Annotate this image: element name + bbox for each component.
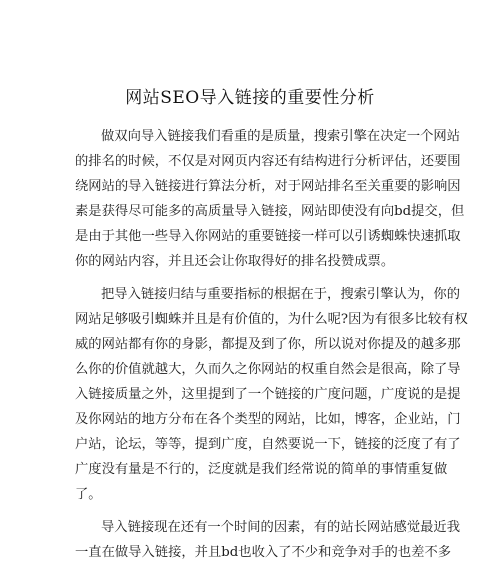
paragraph-1-line-4: 素是获得尽可能多的高质量导入链接，网站即使没有向bd提交，但 bbox=[75, 204, 465, 219]
paragraph-2-line-5: 入链接质量之外，这里提到了一个链接的广度问题，广度说的是提 bbox=[75, 387, 461, 402]
paragraph-2-line-7: 户站，论坛，等等，提到广度，自然要说一下，链接的泛度了有了 bbox=[75, 437, 461, 452]
paragraph-1-line-6: 你的网站内容，并且还会让你取得好的排名投赞成票。 bbox=[75, 254, 395, 269]
paragraph-2-line-8: 广度没有量是不行的，泛度就是我们经常说的简单的事情重复做 bbox=[75, 462, 448, 477]
paragraph-1-line-2: 的排名的时候，不仅是对网页内容还有结构进行分析评估，还要围 bbox=[75, 154, 461, 169]
paragraph-2-line-9: 了。 bbox=[75, 487, 102, 502]
paragraph-3-line-2: 一直在做导入链接，并且bd也收入了不少和竞争对手的也差不多 bbox=[75, 545, 452, 560]
paragraph-3-line-1: 导入链接现在还有一个时间的因素，有的站长网站感觉最近我 bbox=[101, 520, 461, 535]
paragraph-1-line-3: 绕网站的导入链接进行算法分析，对于网站排名至关重要的影响因 bbox=[75, 179, 461, 194]
paragraph-2-line-2: 网站足够吸引蜘蛛并且是有价值的，为什么呢?因为有很多比较有权 bbox=[75, 312, 468, 327]
paragraph-2-line-1: 把导入链接归结与重要指标的根据在于，搜索引擎认为，你的 bbox=[101, 287, 461, 302]
paragraph-1-line-1: 做双向导入链接我们看重的是质量，搜索引擎在决定一个网站 bbox=[101, 129, 461, 144]
paragraph-2-line-3: 威的网站都有你的身影，都提及到了你，所以说对你提及的越多那 bbox=[75, 337, 461, 352]
paragraph-2-line-6: 及你网站的地方分布在各个类型的网站，比如，博客，企业站，门 bbox=[75, 412, 461, 427]
paragraph-2-line-4: 么你的价值就越大，久而久之你网站的权重自然会是很高，除了导 bbox=[75, 362, 461, 377]
paragraph-1-line-5: 是由于其他一些导入你网站的重要链接一样可以引诱蜘蛛快速抓取 bbox=[75, 229, 461, 244]
document-title: 网站SEO导入链接的重要性分析 bbox=[125, 88, 375, 108]
